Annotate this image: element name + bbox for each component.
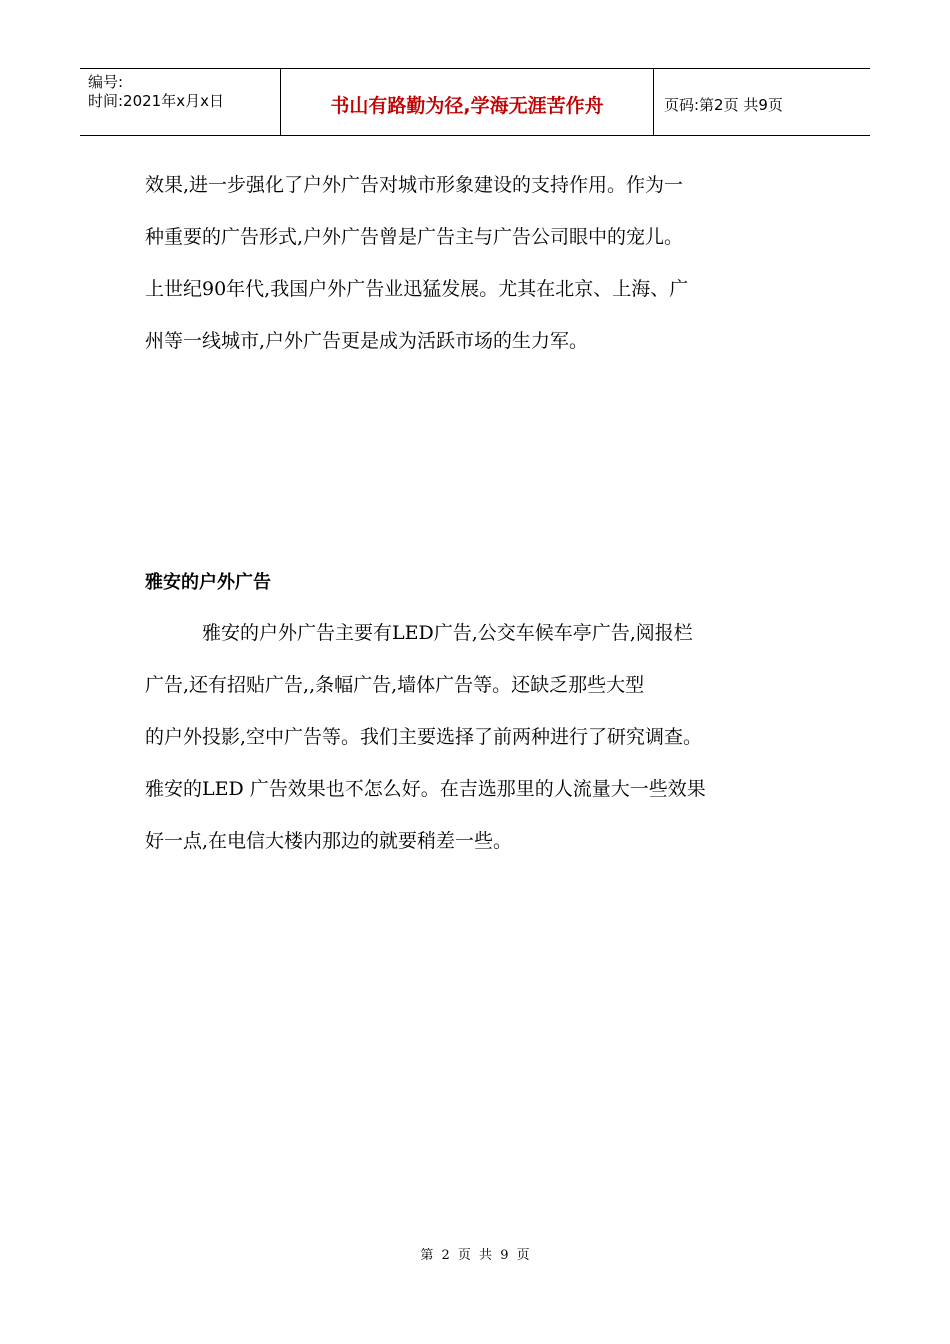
header-motto: 书山有路勤为径,学海无涯苦作舟 bbox=[281, 69, 654, 135]
document-date: 时间:2021年x月x日 bbox=[88, 92, 224, 110]
paragraph-line: 广告,还有招贴广告,,条幅广告,墙体广告等。还缺乏那些大型 bbox=[145, 674, 645, 696]
paragraph-line: 上世纪90年代,我国户外广告业迅猛发展。尤其在北京、上海、广 bbox=[145, 278, 689, 300]
header-page-code: 页码:第2页 共9页 bbox=[664, 95, 783, 114]
paragraph-line: 种重要的广告形式,户外广告曾是广告主与广告公司眼中的宠儿。 bbox=[145, 226, 684, 248]
section-heading: 雅安的户外广告 bbox=[145, 572, 271, 593]
document-number-label: 编号: bbox=[88, 73, 124, 91]
section-paragraph bbox=[145, 607, 825, 867]
paragraph-line: 效果,进一步强化了户外广告对城市形象建设的支持作用。作为一 bbox=[145, 174, 684, 196]
page-header bbox=[80, 68, 870, 136]
paragraph-line: 雅安的户外广告主要有LED广告,公交车候车亭广告,阅报栏 bbox=[202, 622, 693, 644]
paragraph-line: 雅安的LED 广告效果也不怎么好。在吉选那里的人流量大一些效果 bbox=[145, 778, 706, 800]
header-meta-cell bbox=[80, 69, 281, 135]
paragraph-line: 州等一线城市,户外广告更是成为活跃市场的生力军。 bbox=[145, 330, 589, 352]
paragraph-line: 好一点,在电信大楼内那边的就要稍差一些。 bbox=[145, 830, 513, 852]
page-footer: 第 2 页 共 9 页 bbox=[420, 1248, 530, 1263]
paragraph-line: 的户外投影,空中广告等。我们主要选择了前两种进行了研究调查。 bbox=[145, 726, 703, 748]
intro-paragraph bbox=[145, 159, 825, 367]
